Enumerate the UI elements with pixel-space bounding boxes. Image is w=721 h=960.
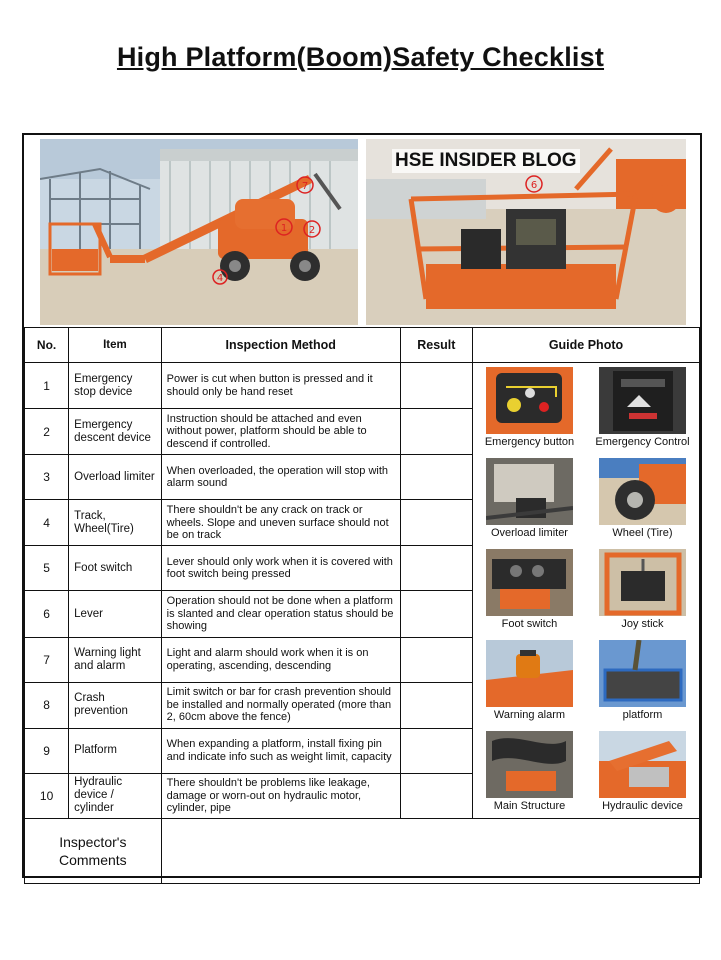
svg-text:4: 4 (216, 273, 224, 284)
table-header-row (25, 328, 700, 363)
result-cell[interactable] (400, 500, 472, 546)
row-no: 1 (25, 363, 69, 409)
row-no: 2 (25, 409, 69, 455)
blog-watermark: HSE INSIDER BLOG (392, 149, 580, 173)
guide-caption: Foot switch (501, 618, 558, 630)
table-row (25, 363, 700, 409)
row-method: When overloaded, the operation will stop with alarm sound (161, 455, 400, 500)
row-no: 9 (25, 728, 69, 773)
guide-caption: Emergency Control (595, 436, 690, 448)
row-item: Crash prevention (69, 682, 162, 728)
header-result: Result (400, 328, 472, 363)
row-item: Hydraulic device / cylinder (69, 773, 162, 818)
row-method: Operation should not be done when a platform is slanted and clear operation status should be showing (161, 591, 400, 637)
row-item: Track, Wheel(Tire) (69, 500, 162, 546)
guide-emergency-button (473, 363, 586, 454)
row-method: Lever should only work when it is covered with foot switch being pressed (161, 546, 400, 591)
row-method: Limit switch or bar for crash prevention should be installed and normally operated (more than 2, 60cm above the fence) (161, 682, 400, 728)
header-method: Inspection Method (161, 328, 400, 363)
svg-text:7: 7 (301, 181, 309, 192)
header-photos (24, 135, 700, 328)
row-item: Overload limiter (69, 455, 162, 500)
guide-caption: platform (622, 709, 663, 721)
result-cell[interactable] (400, 637, 472, 682)
row-item: Platform (69, 728, 162, 773)
guide-caption: Overload limiter (490, 527, 568, 539)
guide-wheel (586, 454, 699, 545)
row-item: Emergency descent device (69, 409, 162, 455)
row-no: 3 (25, 455, 69, 500)
result-cell[interactable] (400, 773, 472, 818)
guide-photo-column (472, 363, 699, 819)
guide-foot-switch (473, 545, 586, 636)
row-no: 10 (25, 773, 69, 818)
header-no: No. (25, 328, 69, 363)
guide-caption: Hydraulic device (602, 800, 683, 812)
row-no: 8 (25, 682, 69, 728)
header-item: Item (69, 328, 162, 363)
guide-overload-limiter (473, 454, 586, 545)
checklist-table (24, 327, 700, 884)
svg-text:2: 2 (308, 225, 316, 236)
guide-emergency-control (586, 363, 699, 454)
row-method: There shouldn't be any crack on track or wheels. Slope and uneven surface should not be on track (161, 500, 400, 546)
platform-basket-photo (366, 139, 686, 325)
result-cell[interactable] (400, 682, 472, 728)
row-item: Lever (69, 591, 162, 637)
guide-caption: Wheel (Tire) (612, 527, 673, 539)
result-cell[interactable] (400, 455, 472, 500)
inspector-comments-label: Inspector's Comments (25, 819, 162, 884)
guide-joy-stick (586, 545, 699, 636)
boom-lift-photo (40, 139, 358, 325)
result-cell[interactable] (400, 728, 472, 773)
row-item: Foot switch (69, 546, 162, 591)
inspector-comments-field[interactable] (161, 819, 699, 884)
header-guide-photo: Guide Photo (472, 328, 699, 363)
row-no: 6 (25, 591, 69, 637)
row-method: Instruction should be attached and even without power, platform should be able to descend if controlled. (161, 409, 400, 455)
row-item: Emergency stop device (69, 363, 162, 409)
result-cell[interactable] (400, 363, 472, 409)
page-title: High Platform(Boom)Safety Checklist (116, 42, 605, 72)
guide-caption: Emergency button (484, 436, 575, 448)
row-method: Light and alarm should work when it is on operating, ascending, descending (161, 637, 400, 682)
svg-text:1: 1 (280, 223, 288, 234)
guide-main-structure (473, 727, 586, 818)
svg-text:6: 6 (530, 180, 538, 191)
row-method: There shouldn't be problems like leakage, damage or worn-out on hydraulic motor, cylinder, pipe (161, 773, 400, 818)
result-cell[interactable] (400, 591, 472, 637)
guide-caption: Joy stick (621, 618, 664, 630)
row-item: Warning light and alarm (69, 637, 162, 682)
row-method: Power is cut when button is pressed and it should only be hand reset (161, 363, 400, 409)
result-cell[interactable] (400, 546, 472, 591)
guide-hydraulic-device (586, 727, 699, 818)
result-cell[interactable] (400, 409, 472, 455)
checklist-frame (22, 133, 702, 878)
row-no: 7 (25, 637, 69, 682)
guide-caption: Warning alarm (493, 709, 566, 721)
guide-caption: Main Structure (493, 800, 566, 812)
row-no: 5 (25, 546, 69, 591)
row-no: 4 (25, 500, 69, 546)
guide-warning-alarm (473, 636, 586, 727)
comments-row (25, 819, 700, 884)
guide-platform (586, 636, 699, 727)
row-method: When expanding a platform, install fixing pin and indicate info such as weight limit, capacity (161, 728, 400, 773)
